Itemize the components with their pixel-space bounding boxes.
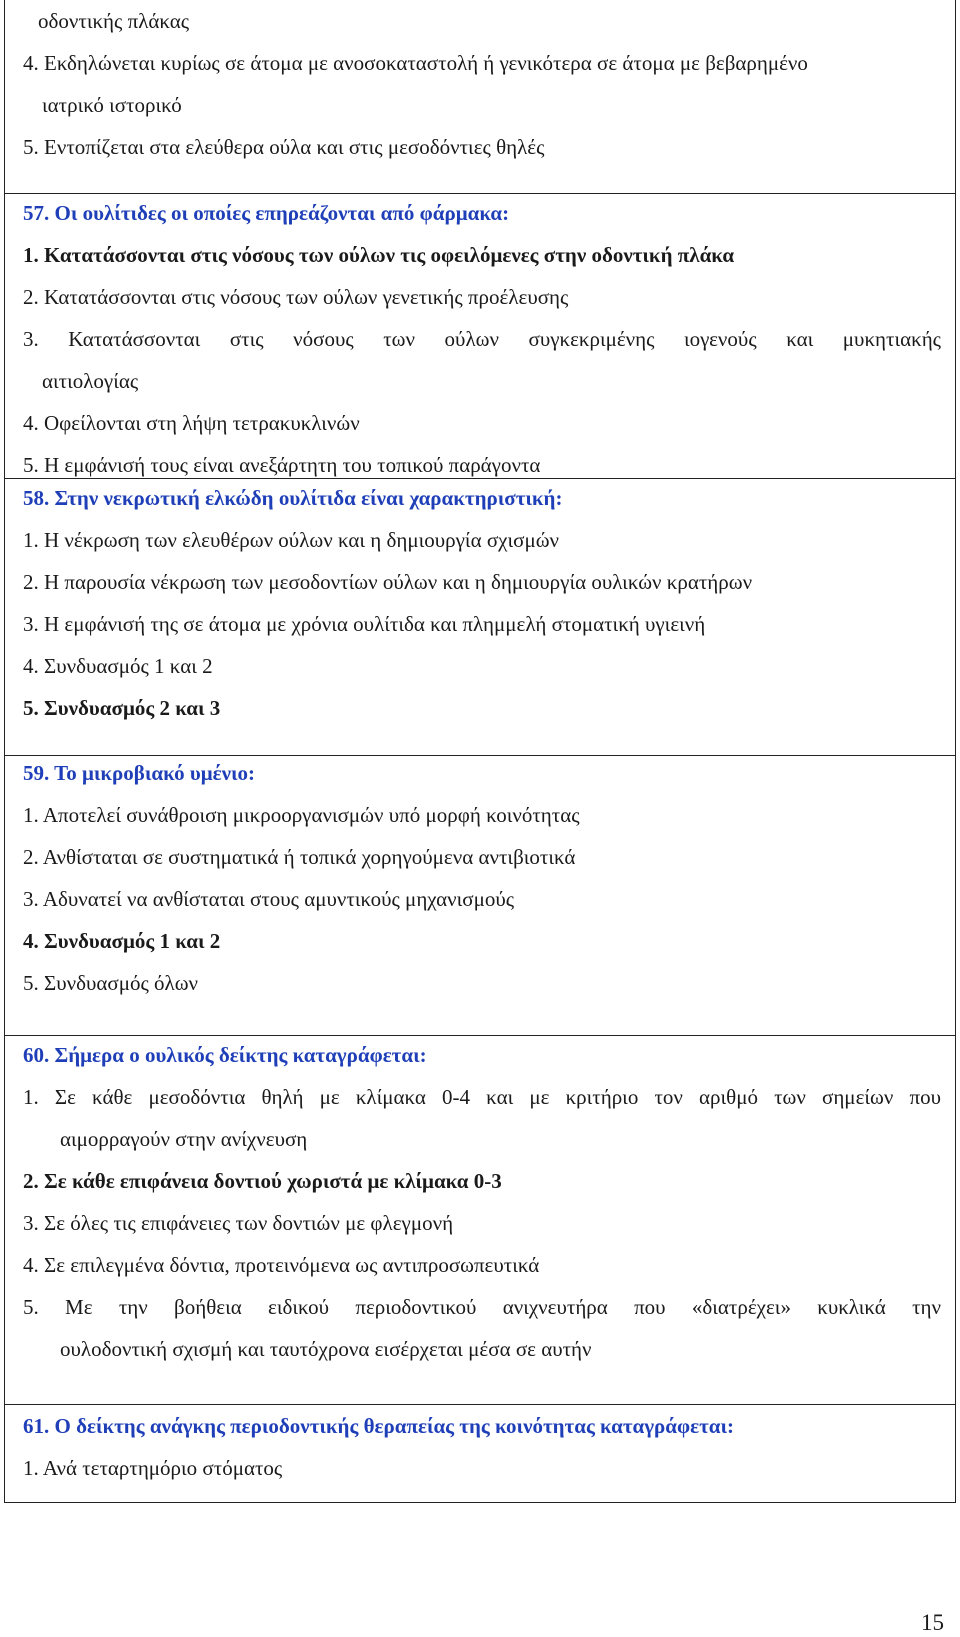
answer-option: 5. Συνδυασμός όλων (23, 971, 199, 995)
answer-option: 5. Με την βοήθεια ειδικού περιοδοντικού ανιχνευτήρα που «διατρέχει» κυκλικά την (23, 1295, 941, 1319)
answer-line: ιατρικό ιστορικό (42, 93, 182, 117)
answer-option: 3. Η εμφάνισή της σε άτομα με χρόνια ουλίτιδα και πλημμελή στοματική υγιεινή (23, 612, 706, 636)
question-title: 58. Στην νεκρωτική ελκώδη ουλίτιδα είναι χαρακτηριστική: (23, 486, 563, 510)
question-block-60 (4, 1034, 956, 1405)
question-table (4, 0, 956, 1503)
answer-option: 2. Ανθίσταται σε συστηματικά ή τοπικά χορηγούμενα αντιβιοτικά (23, 845, 576, 869)
answer-option: 1. Αποτελεί συνάθροιση μικροοργανισμών υπό μορφή κοινότητας (23, 803, 580, 827)
answer-option: 3. Αδυνατεί να ανθίσταται στους αμυντικούς μηχανισμούς (23, 887, 515, 911)
question-title: 60. Σήμερα ο ουλικός δείκτης καταγράφεται: (23, 1043, 427, 1067)
question-block-57 (4, 192, 956, 479)
correct-answer-option: 4. Συνδυασμός 1 και 2 (23, 929, 221, 953)
correct-answer-option: 2. Σε κάθε επιφάνεια δοντιού χωριστά με κλίμακα 0-3 (23, 1169, 502, 1193)
question-block-56 (4, 0, 956, 194)
answer-option: 1. Η νέκρωση των ελευθέρων ούλων και η δημιουργία σχισμών (23, 528, 560, 552)
answer-line: αιμορραγούν στην ανίχνευση (60, 1127, 308, 1151)
question-title: 61. Ο δείκτης ανάγκης περιοδοντικής θεραπείας της κοινότητας καταγράφεται: (23, 1414, 734, 1438)
answer-option: 4. Οφείλονται στη λήψη τετρακυκλινών (23, 411, 360, 435)
answer-option: 1. Σε κάθε μεσοδόντια θηλή με κλίμακα 0-4 και με κριτήριο τον αριθμό των σημείων που (23, 1085, 941, 1109)
answer-line: ουλοδοντική σχισμή και ταυτόχρονα εισέρχεται μέσα σε αυτήν (60, 1337, 592, 1361)
answer-option: 3. Σε όλες τις επιφάνειες των δοντιών με φλεγμονή (23, 1211, 454, 1235)
correct-answer-option: 5. Συνδυασμός 2 και 3 (23, 696, 221, 720)
correct-answer-option: 1. Κατατάσσονται στις νόσους των ούλων τις οφειλόμενες στην οδοντική πλάκα (23, 243, 735, 267)
question-title: 59. Το μικροβιακό υμένιο: (23, 761, 256, 785)
answer-option: 5. Η εμφάνισή τους είναι ανεξάρτητη του τοπικού παράγοντα (23, 453, 541, 477)
answer-line: οδοντικής πλάκας (38, 9, 190, 33)
answer-option: 5. Εντοπίζεται στα ελεύθερα ούλα και στις μεσοδόντιες θηλές (23, 135, 545, 159)
answer-option: 4. Εκδηλώνεται κυρίως σε άτομα με ανοσοκαταστολή ή γενικότερα σε άτομα με βεβαρημένο (23, 51, 808, 75)
answer-option: 1. Ανά τεταρτημόριο στόματος (23, 1456, 283, 1480)
question-block-61 (4, 1405, 956, 1503)
answer-option: 4. Συνδυασμός 1 και 2 (23, 654, 213, 678)
answer-option: 3. Κατατάσσονται στις νόσους των ούλων συγκεκριμένης ιογενούς και μυκητιακής (23, 327, 941, 351)
answer-option: 4. Σε επιλεγμένα δόντια, προτεινόμενα ως αντιπροσωπευτικά (23, 1253, 540, 1277)
answer-option: 2. Κατατάσσονται στις νόσους των ούλων γενετικής προέλευσης (23, 285, 569, 309)
answer-line: αιτιολογίας (42, 369, 139, 393)
answer-option: 2. Η παρουσία νέκρωση των μεσοδοντίων ούλων και η δημιουργία ουλικών κρατήρων (23, 570, 753, 594)
page-number: 15 (921, 1610, 944, 1635)
question-title: 57. Οι ουλίτιδες οι οποίες επηρεάζονται από φάρμακα: (23, 201, 510, 225)
question-block-58 (4, 477, 956, 756)
question-block-59 (4, 752, 956, 1036)
